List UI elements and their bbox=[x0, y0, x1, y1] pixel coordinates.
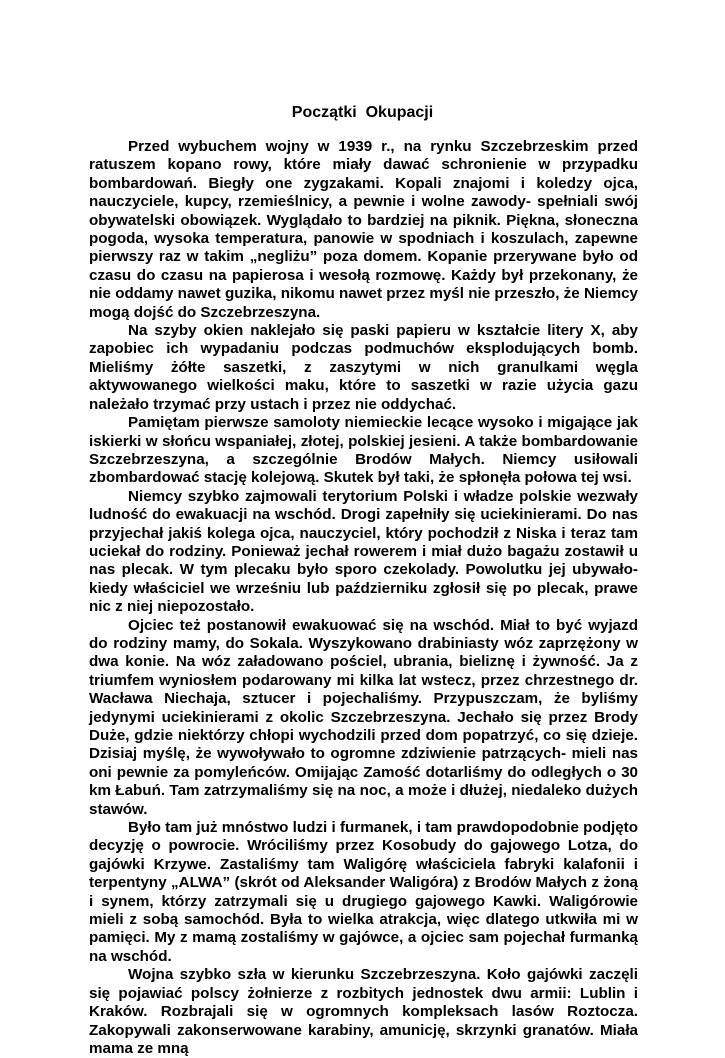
paragraph: Ojciec też postanowił ewakuować się na wschód. Miał to być wyjazd do rodziny mamy, do Sokala. Wyszykowano drabiniasty wóz zaprzężony w dwa konie. Na wóz załadowano pościel, ubrania, bieliznę i żywność. Ja z triumfem wyniosłem podarowany mi kilka lat wstecz, przez chrzestnego dr. Wacława Niechaja, sztucer i pojechaliśmy. Przypuszczam, że byliśmy jedynymi uciekinierami z okolic Szczebrzeszyna. Jechało się przez Brody Duże, gdzie niektórzy chłopi wychodzili przed dom popatrzyć, co się dzieje. Dzisiaj myślę, że wywoływało to ogromne zdziwienie patrzących- mieli nas oni pewnie za pomyleńców. Omijając Zamość dotarliśmy do odległych o 30 km Łabuń. Tam zatrzymaliśmy się na noc, a może i dłużej, niedaleko dużych stawów. bbox=[89, 616, 638, 818]
paragraph: Wojna szybko szła w kierunku Szczebrzeszyna. Koło gajówki zaczęli się pojawiać polscy żołnierze z rozbitych jednostek dwu armii: Lublin i Kraków. Rozbrajali się w ogromnych kompleksach lasów Roztocza. Zakopywali zakonserwowane karabiny, amunicję, skrzynki granatów. Miała mama ze mną bbox=[89, 966, 638, 1057]
paragraph: Przed wybuchem wojny w 1939 r., na rynku Szczebrzeskim przed ratuszem kopano rowy, które miały dawać schronienie w przypadku bombardowań. Biegły one zygzakami. Kopali znajomi i koledzy ojca, nauczyciele, kupcy, rzemieślnicy, a pewnie i wolne zawody- spełniali swój obywatelski obowiązek. Wyglądało to bardziej na piknik. Piękna, słoneczna pogoda, wysoka temperatura, panowie w spodniach i koszulach, zapewne pierwszy raz w takim „negliżu” poza domem. Kopanie przerywane było od czasu do czasu na papierosa i wesołą rozmowę. Każdy był przekonany, że nie oddamy nawet guzika, nikomu nawet przez myśl nie przeszło, że Niemcy mogą dojść do Szczebrzeszyna. bbox=[89, 138, 638, 321]
paragraph: Na szyby okien naklejało się paski papieru w kształcie litery X, aby zapobiec ich wypadaniu podczas podmuchów eksplodujących bomb. Mieliśmy żółte saszetki, z zaszytymi w nich granulkami węgla aktywowanego wielkości maku, które to saszetki w razie użycia gazu należało trzymać przy ustach i przez nie oddychać. bbox=[89, 322, 638, 413]
paragraph: Było tam już mnóstwo ludzi i furmanek, i tam prawdopodobnie podjęto decyzję o powrocie. Wróciliśmy przez Kosobudy do gajowego Lotza, do gajówki Krzywe. Zastaliśmy tam Waligórę właściciela fabryki kalafonii i terpentyny „ALWA” (skrót od Aleksander Waligóra) z Brodów Małych z żoną i synem, którzy zatrzymali się u drugiego gajowego Kawki. Waligórowie mieli z sobą samochód. Była to wielka atrakcja, więc dlatego utkwiła mi w pamięci. My z mamą zostaliśmy w gajówce, a ojciec sam pojechał furmanką na wschód. bbox=[89, 819, 638, 965]
paragraph: Pamiętam pierwsze samoloty niemieckie lecące wysoko i migające jak iskierki w słońcu wspaniałej, złotej, polskiej jesieni. A także bombardowanie Szczebrzeszyna, a szczególnie Brodów Małych. Niemcy usiłowali zbombardować stację kolejową. Skutek był taki, że spłonęła połowa tej wsi. bbox=[89, 414, 638, 487]
paragraph: Niemcy szybko zajmowali terytorium Polski i władze polskie wezwały ludność do ewakuacji na wschód. Drogi zapełniły się uciekinierami. Do nas przyjechał jakiś kolega ojca, nauczyciel, który pochodził z Niska i teraz tam uciekał do rodziny. Ponieważ jechał rowerem i miał dużo bagażu zostawił u nas plecak. W tym plecaku było sporo czekolady. Powolutku jej ubywało- kiedy właściciel we wrześniu lub październiku zgłosił się po plecak, prawe nic z niej niepozostało. bbox=[89, 487, 638, 616]
body-text bbox=[89, 138, 638, 1058]
page-title: Początki Okupacji bbox=[291, 104, 434, 121]
